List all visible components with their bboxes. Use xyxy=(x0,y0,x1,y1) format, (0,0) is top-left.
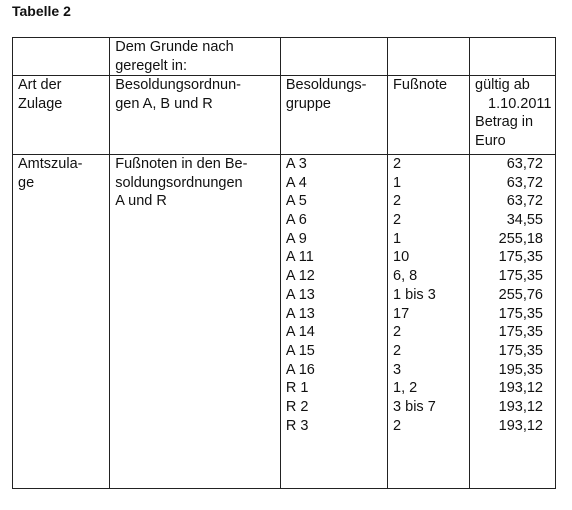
allowance-table xyxy=(12,37,556,489)
header-empty-cell xyxy=(388,38,470,76)
fussnote-value: 3 bis 7 xyxy=(393,398,436,415)
fussnote-value: 2 xyxy=(393,342,402,359)
fussnote-value: 2 xyxy=(393,212,402,229)
table-title: Tabelle 2 xyxy=(12,3,71,19)
betrag-value: 34,55 xyxy=(506,212,543,229)
besoldungsgruppe-value: A 13 xyxy=(285,305,315,322)
header-fussnote: Fußnote xyxy=(388,76,470,155)
besoldungsgruppe-value: A 6 xyxy=(285,212,307,229)
fussnote-value: 2 xyxy=(393,193,402,210)
betrag-value: 175,35 xyxy=(498,324,543,341)
body-row xyxy=(13,155,556,489)
fussnote-value: 1 xyxy=(393,174,402,191)
fussnote-value: 2 xyxy=(393,156,402,172)
besoldungsgruppe-value: A 12 xyxy=(285,268,315,285)
body-art: Amtszula- ge xyxy=(13,155,110,489)
besoldungsgruppe-value: A 15 xyxy=(285,342,315,359)
besoldungsgruppe-column xyxy=(280,155,387,489)
header-empty-cell xyxy=(13,38,110,76)
besoldungsgruppe-value: A 3 xyxy=(285,156,307,172)
fussnote-value: 1 xyxy=(393,230,402,247)
betrag-value: 63,72 xyxy=(506,193,543,210)
fussnote-value: 2 xyxy=(393,324,402,341)
betrag-value: 255,76 xyxy=(498,286,543,303)
betrag-column xyxy=(470,155,556,489)
betrag-value: 255,18 xyxy=(498,230,543,247)
header-row xyxy=(13,76,556,155)
fussnote-value: 17 xyxy=(393,305,410,322)
betrag-value: 193,12 xyxy=(498,398,543,415)
betrag-value: 175,35 xyxy=(498,249,543,266)
fussnote-value: 10 xyxy=(393,249,410,266)
body-geregelt: Fußnoten in den Be- soldungsordnungen A und R xyxy=(110,155,281,489)
fussnote-value: 3 xyxy=(393,361,402,378)
header-besoldungsordnungen: Besoldungsordnun- gen A, B und R xyxy=(110,76,281,155)
betrag-value: 63,72 xyxy=(506,174,543,191)
header-datum: 1.10.2011 xyxy=(488,95,552,112)
header-betrag: Betrag in Euro xyxy=(475,114,534,149)
betrag-value: 193,12 xyxy=(498,417,543,434)
header-gueltig-ab: gültig ab xyxy=(475,77,530,93)
header-gueltig-cell xyxy=(470,76,556,155)
fussnote-value: 2 xyxy=(393,417,402,434)
fussnote-value: 1, 2 xyxy=(393,380,418,397)
header-row-group xyxy=(13,38,556,76)
besoldungsgruppe-value: A 13 xyxy=(285,286,315,303)
fussnote-value: 1 bis 3 xyxy=(393,286,436,303)
betrag-value: 195,35 xyxy=(498,361,543,378)
besoldungsgruppe-value: A 14 xyxy=(285,324,315,341)
besoldungsgruppe-value: A 16 xyxy=(285,361,315,378)
betrag-value: 63,72 xyxy=(506,156,543,172)
fussnote-column xyxy=(388,155,470,489)
header-besoldungsgruppe: Besoldungs- gruppe xyxy=(280,76,387,155)
header-art: Art der Zulage xyxy=(13,76,110,155)
header-empty-cell xyxy=(470,38,556,76)
besoldungsgruppe-value: A 9 xyxy=(285,230,307,247)
betrag-value: 175,35 xyxy=(498,268,543,285)
besoldungsgruppe-value: R 1 xyxy=(285,380,309,397)
betrag-value: 175,35 xyxy=(498,305,543,322)
besoldungsgruppe-value: A 11 xyxy=(285,249,314,266)
besoldungsgruppe-value: A 5 xyxy=(285,193,307,210)
header-top-group: Dem Grunde nach geregelt in: xyxy=(110,38,281,76)
betrag-value: 175,35 xyxy=(498,342,543,359)
besoldungsgruppe-value: R 3 xyxy=(285,417,309,434)
betrag-value: 193,12 xyxy=(498,380,543,397)
besoldungsgruppe-value: R 2 xyxy=(285,398,309,415)
besoldungsgruppe-value: A 4 xyxy=(285,174,307,191)
header-empty-cell xyxy=(280,38,387,76)
fussnote-value: 6, 8 xyxy=(393,268,418,285)
